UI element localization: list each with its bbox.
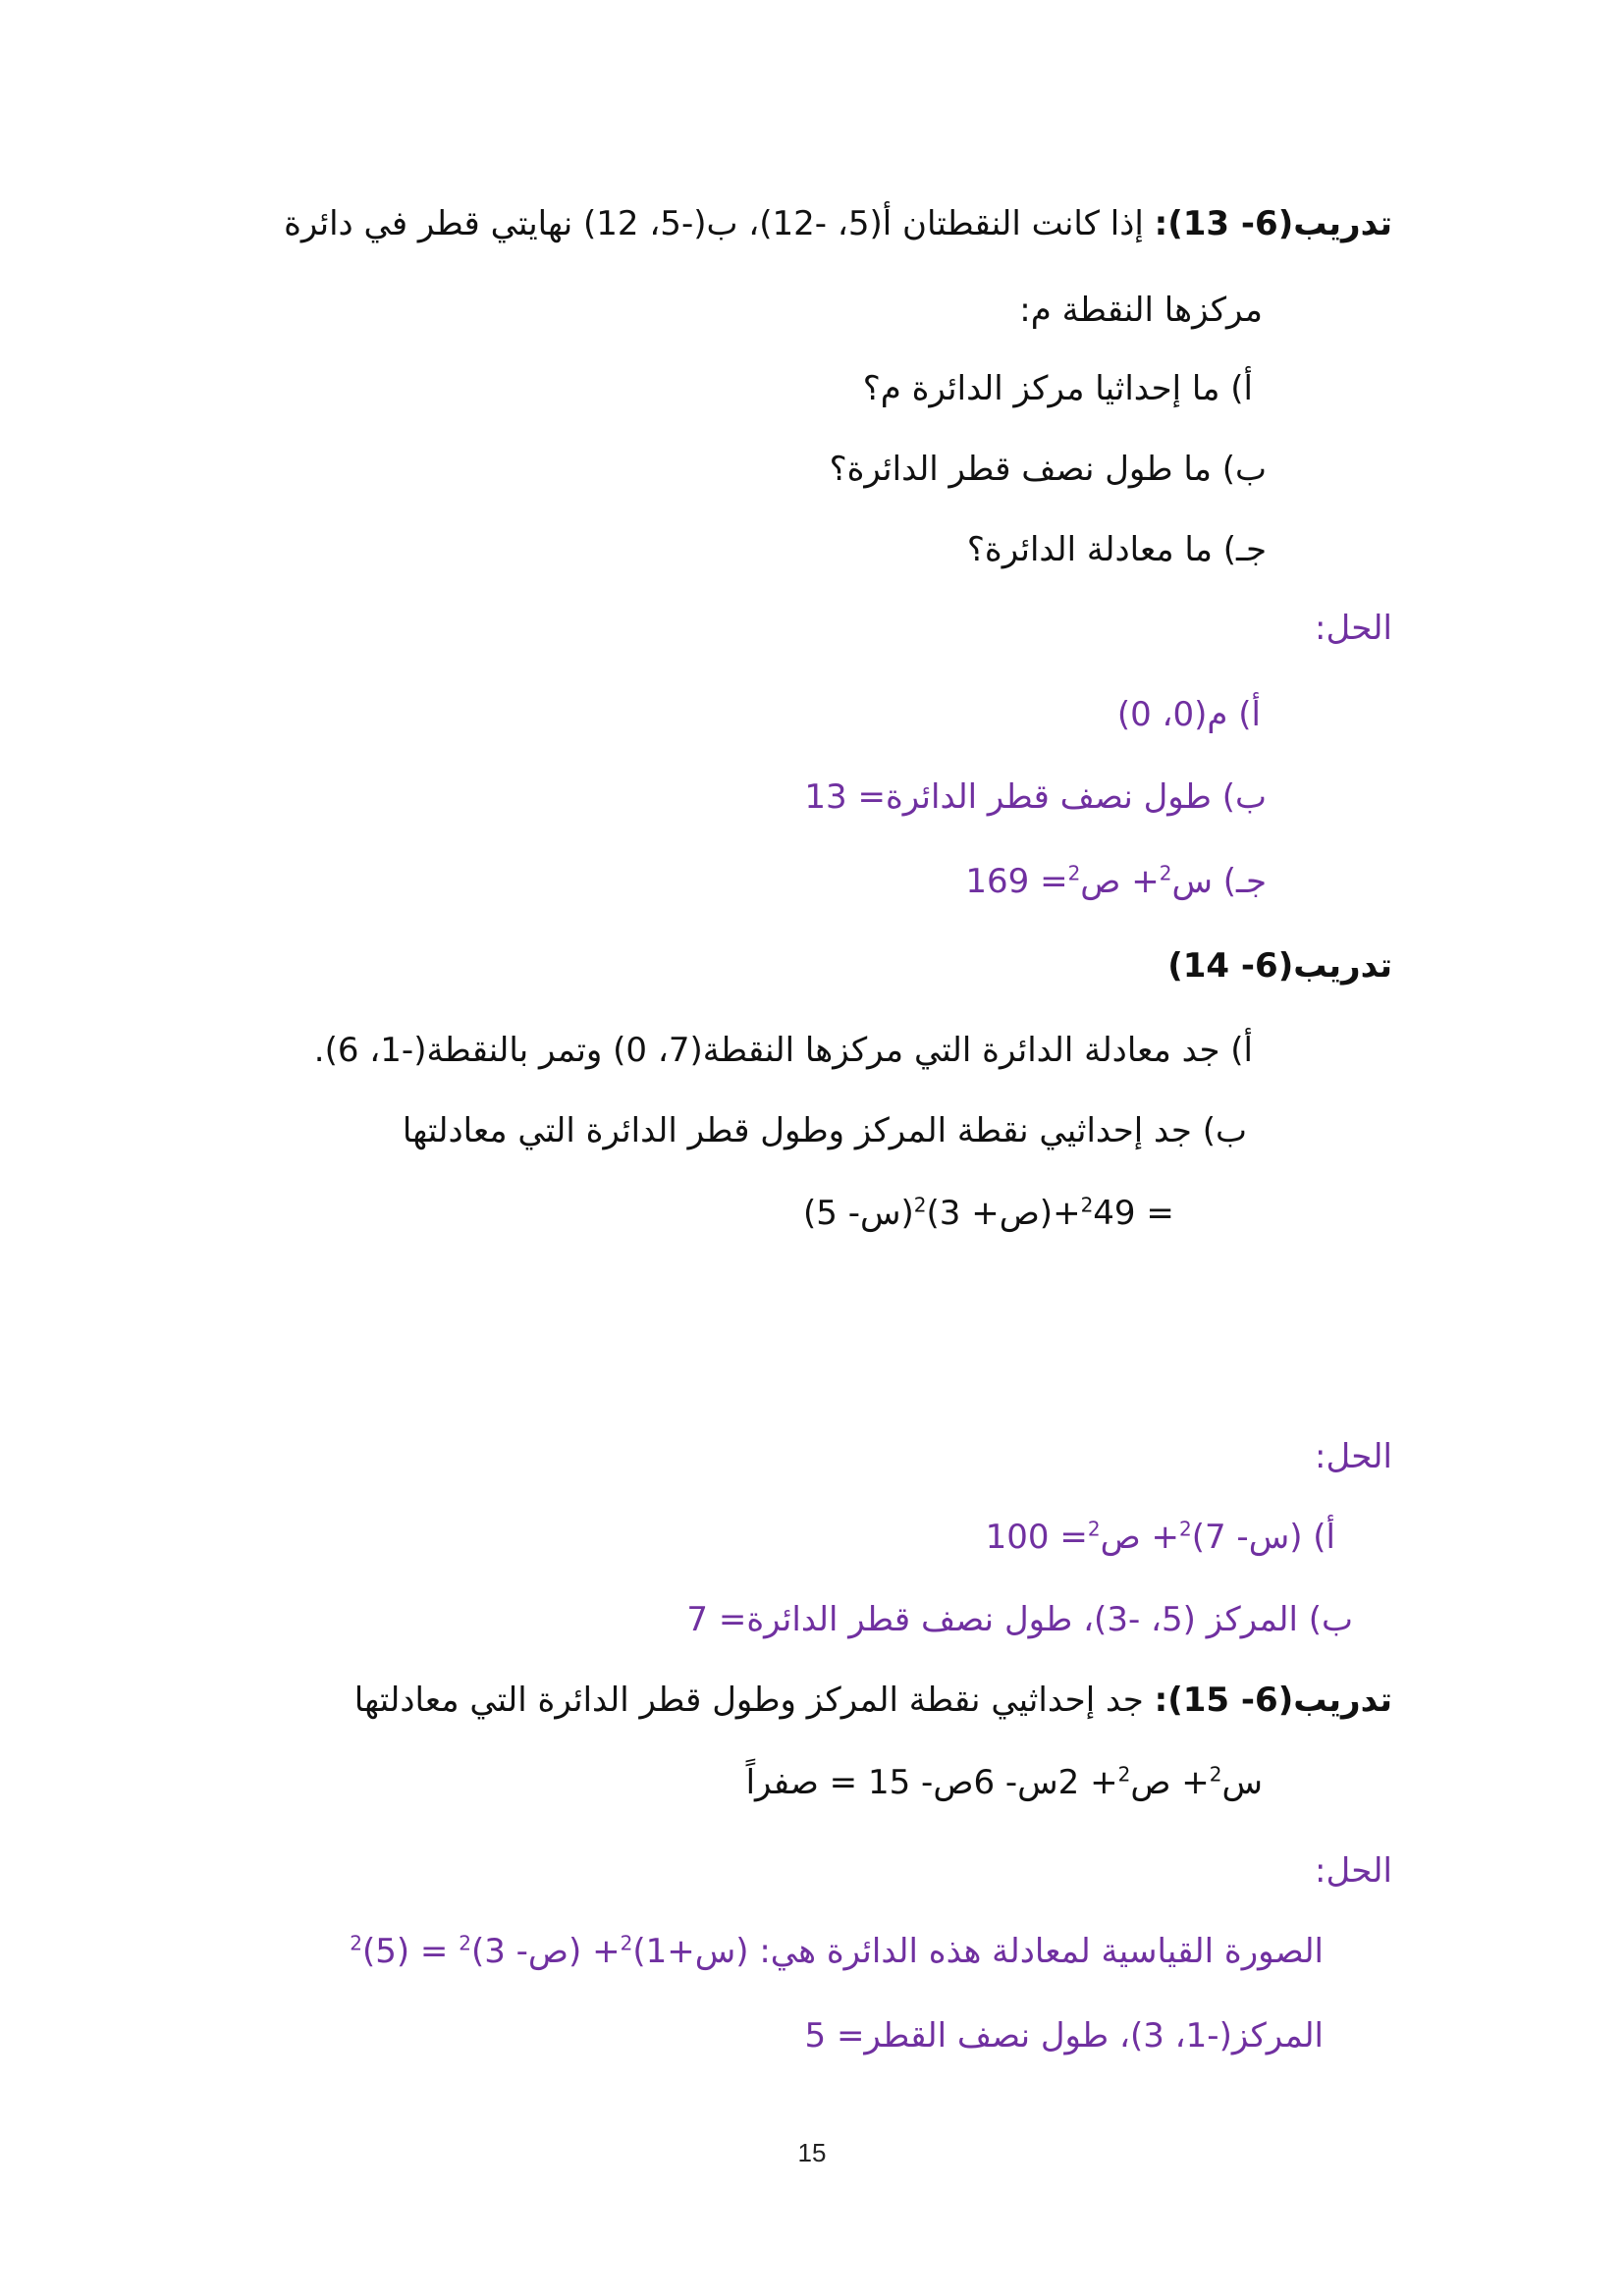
ex14-equation <box>803 1192 1174 1235</box>
ex13-answer-c <box>965 860 1267 903</box>
ex13-solution-label: الحل: <box>1315 609 1392 648</box>
ex13-heading: تدريب(6- 13): <box>1154 204 1392 243</box>
eq-part: = 169 <box>965 862 1068 901</box>
ex14-answer-b: ب) المركز (5، -3)، طول نصف قطر الدائرة= 7 <box>686 1600 1353 1639</box>
ex13-question-a: أ) ما إحداثيا مركز الدائرة م؟ <box>862 369 1253 408</box>
eq-part: + (ص- 3) <box>470 1932 621 1971</box>
eq-part: +(ص+ 3) <box>926 1194 1081 1233</box>
eq-part: + ص <box>1100 1518 1179 1557</box>
eq-exponent: 2 <box>620 1931 633 1955</box>
eq-part: = (5) <box>361 1932 460 1971</box>
ex15-equation <box>746 1761 1263 1804</box>
eq-part: س <box>1221 1763 1263 1802</box>
ex13-text-line2: مركزها النقطة م: <box>1019 291 1263 330</box>
eq-exponent: 2 <box>913 1193 927 1217</box>
ex13-line1 <box>284 202 1392 245</box>
eq-exponent: 2 <box>1117 1762 1131 1787</box>
ex15-answer-2: المركز(-1، 3)، طول نصف القطر= 5 <box>804 2016 1324 2056</box>
page-number: 15 <box>797 2138 827 2167</box>
ex13-text-line1: إذا كانت النقطتان أ(5، -12)، ب(-5، 12) نهايتي قطر في دائرة <box>284 204 1155 243</box>
ex13-answer-b: ب) طول نصف قطر الدائرة= 13 <box>804 777 1267 817</box>
ex15-solution-label: الحل: <box>1315 1851 1392 1891</box>
eq-part: أ) (س- 7) <box>1191 1518 1335 1557</box>
eq-part: + ص <box>1080 862 1160 901</box>
eq-part: = 100 <box>985 1518 1088 1557</box>
eq-part: الصورة القياسية لمعادلة هذه الدائرة هي: (س+1) <box>632 1932 1324 1971</box>
ex15-text: جد إحداثيي نقطة المركز وطول قطر الدائرة التي معادلتها <box>353 1681 1155 1720</box>
ex13-question-c: جـ) ما معادلة الدائرة؟ <box>966 530 1267 569</box>
eq-part: + 2س- 6ص- 15 = صفراً <box>745 1763 1118 1802</box>
eq-part: + ص <box>1130 1763 1210 1802</box>
ex14-heading: تدريب(6- 14) <box>1167 946 1392 986</box>
ex14-question-a: أ) جد معادلة الدائرة التي مركزها النقطة(7، 0) وتمر بالنقطة(-1، 6). <box>313 1031 1253 1070</box>
ex14-question-b: ب) جد إحداثيي نقطة المركز وطول قطر الدائرة التي معادلتها <box>402 1111 1247 1150</box>
eq-exponent: 2 <box>459 1931 471 1955</box>
ex15-answer-1 <box>350 1930 1324 1973</box>
eq-part: (س- 5) <box>803 1194 914 1233</box>
eq-exponent: 2 <box>1209 1762 1222 1787</box>
ex15-heading: تدريب(6- 15): <box>1154 1681 1392 1720</box>
eq-exponent: 2 <box>1080 1193 1094 1217</box>
ex15-line1 <box>354 1679 1392 1722</box>
ex13-question-b: ب) ما طول نصف قطر الدائرة؟ <box>829 450 1267 489</box>
eq-exponent: 2 <box>1087 1517 1101 1541</box>
eq-exponent: 2 <box>350 1931 362 1955</box>
eq-part: جـ) س <box>1171 862 1267 901</box>
ex13-answer-a: أ) م(0، 0) <box>1116 695 1261 734</box>
eq-exponent: 2 <box>1178 1517 1192 1541</box>
eq-part: = 49 <box>1093 1194 1174 1233</box>
eq-exponent: 2 <box>1159 861 1172 885</box>
eq-exponent: 2 <box>1067 861 1081 885</box>
ex14-solution-label: الحل: <box>1315 1437 1392 1476</box>
ex14-answer-a <box>986 1516 1335 1559</box>
